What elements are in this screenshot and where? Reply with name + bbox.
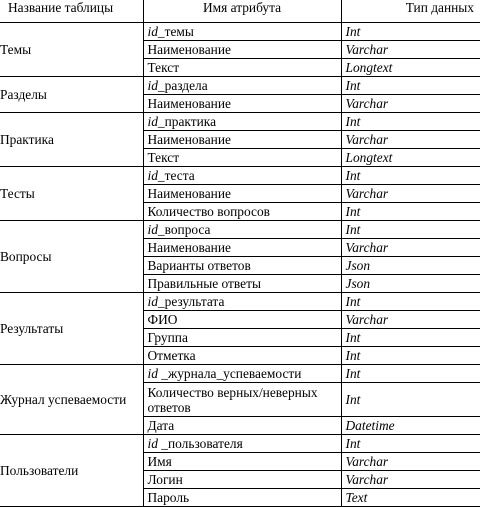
attribute-name: _темы <box>157 24 194 39</box>
data-type-cell: Varchar <box>341 239 480 257</box>
header-attribute-name: Имя атрибута <box>143 0 341 23</box>
attribute-cell <box>143 23 341 41</box>
id-prefix: id <box>147 114 158 129</box>
attribute-cell <box>143 221 341 239</box>
header-table-name: Название таблицы <box>0 0 143 23</box>
attribute-cell <box>143 131 341 149</box>
data-type-cell: Text <box>341 489 480 507</box>
table-row <box>0 293 480 311</box>
attribute-name: Дата <box>147 418 175 433</box>
attribute-name: Отметка <box>147 348 196 363</box>
data-type-cell: Longtext <box>341 149 480 167</box>
table-row <box>0 221 480 239</box>
attribute-cell <box>143 347 341 365</box>
attribute-name: _пользователя <box>157 436 243 451</box>
data-type-cell: Int <box>341 77 480 95</box>
attribute-cell <box>143 59 341 77</box>
data-type-cell: Datetime <box>341 417 480 435</box>
data-type-cell: Int <box>341 435 480 453</box>
attribute-name: Логин <box>147 472 183 487</box>
data-type-cell: Longtext <box>341 59 480 77</box>
data-type-cell: Varchar <box>341 453 480 471</box>
table-name-cell: Вопросы <box>0 221 143 293</box>
header-data-type: Тип данных <box>341 0 480 23</box>
data-type-cell: Int <box>341 167 480 185</box>
data-type-cell: Varchar <box>341 95 480 113</box>
table-row <box>0 77 480 95</box>
table-row <box>0 365 480 383</box>
attribute-name: Группа <box>147 330 188 345</box>
table-name-cell: Журнал успеваемости <box>0 365 143 435</box>
attribute-cell <box>143 203 341 221</box>
table-row <box>0 435 480 453</box>
attribute-cell <box>143 275 341 293</box>
data-type-cell: Int <box>341 383 480 417</box>
table-body <box>0 23 480 507</box>
attribute-name: Наименование <box>147 42 231 57</box>
table-name-cell: Тесты <box>0 167 143 221</box>
table-header <box>0 0 480 23</box>
data-type-cell: Varchar <box>341 131 480 149</box>
table-name-cell: Темы <box>0 23 143 77</box>
attribute-name: Варианты ответов <box>147 258 251 273</box>
data-type-cell: Json <box>341 257 480 275</box>
attribute-cell <box>143 77 341 95</box>
attribute-name: Правильные ответы <box>147 276 261 291</box>
table-row <box>0 113 480 131</box>
data-type-cell: Varchar <box>341 311 480 329</box>
attribute-cell <box>143 417 341 435</box>
attribute-cell <box>143 383 341 417</box>
attribute-name: _результата <box>157 294 225 309</box>
attribute-name: Наименование <box>147 96 231 111</box>
id-prefix: id <box>147 168 158 183</box>
data-type-cell: Varchar <box>341 471 480 489</box>
attribute-cell <box>143 329 341 347</box>
attribute-name: Количество вопросов <box>147 204 270 219</box>
attribute-name: Наименование <box>147 132 231 147</box>
data-type-cell: Varchar <box>341 41 480 59</box>
attribute-name: _вопроса <box>157 222 211 237</box>
attribute-name: Наименование <box>147 186 231 201</box>
data-type-cell: Int <box>341 293 480 311</box>
id-prefix: id <box>147 78 158 93</box>
attribute-cell <box>143 471 341 489</box>
data-type-cell: Int <box>341 113 480 131</box>
data-type-cell: Int <box>341 221 480 239</box>
attribute-name: _журнала_успеваемости <box>157 366 302 381</box>
attribute-name: ФИО <box>147 312 178 327</box>
attribute-name: _практика <box>157 114 217 129</box>
attribute-cell <box>143 489 341 507</box>
attribute-cell <box>143 453 341 471</box>
data-type-cell: Int <box>341 23 480 41</box>
data-type-cell: Int <box>341 203 480 221</box>
id-prefix: id <box>147 222 158 237</box>
attribute-cell <box>143 149 341 167</box>
attribute-cell <box>143 293 341 311</box>
table-row <box>0 23 480 41</box>
attribute-cell <box>143 167 341 185</box>
attribute-cell <box>143 365 341 383</box>
id-prefix: id <box>147 366 158 381</box>
header-row <box>0 0 480 23</box>
id-prefix: id <box>147 24 158 39</box>
table-name-cell: Результаты <box>0 293 143 365</box>
table-name-cell: Практика <box>0 113 143 167</box>
attribute-name: Текст <box>147 150 180 165</box>
table-name-cell: Разделы <box>0 77 143 113</box>
attribute-name: Пароль <box>147 490 190 505</box>
data-type-cell: Int <box>341 365 480 383</box>
attribute-cell <box>143 435 341 453</box>
attribute-cell <box>143 41 341 59</box>
attribute-name: Текст <box>147 60 180 75</box>
attribute-cell <box>143 311 341 329</box>
data-type-cell: Json <box>341 275 480 293</box>
id-prefix: id <box>147 294 158 309</box>
attribute-name: Наименование <box>147 240 231 255</box>
table-row <box>0 167 480 185</box>
data-type-cell: Varchar <box>341 185 480 203</box>
attribute-name: _теста <box>157 168 195 183</box>
attribute-cell <box>143 239 341 257</box>
attribute-cell <box>143 257 341 275</box>
attribute-cell <box>143 113 341 131</box>
attribute-cell <box>143 185 341 203</box>
data-type-cell: Int <box>341 347 480 365</box>
attribute-name: _раздела <box>157 78 208 93</box>
attribute-cell <box>143 95 341 113</box>
data-type-cell: Int <box>341 329 480 347</box>
id-prefix: id <box>147 436 158 451</box>
attribute-name: Количество верных/неверных ответов <box>147 384 318 415</box>
table-name-cell: Пользователи <box>0 435 143 507</box>
attribute-name: Имя <box>147 454 172 469</box>
